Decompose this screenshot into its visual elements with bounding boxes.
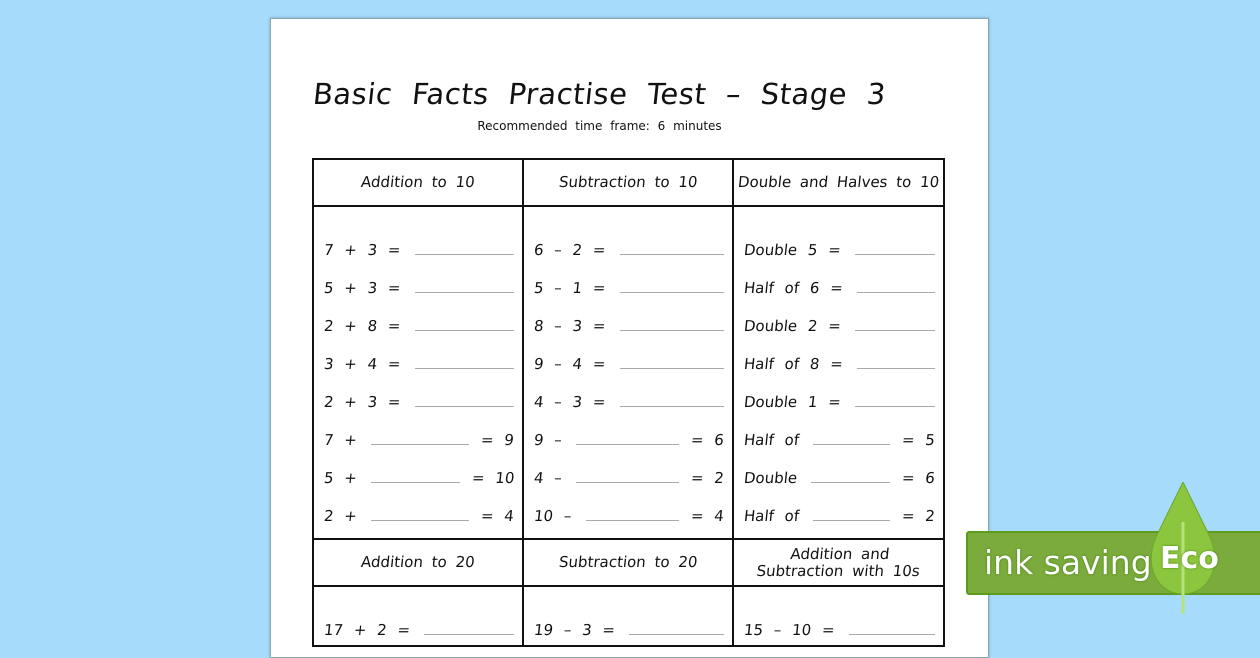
- question-row: [734, 487, 943, 525]
- question-row: [524, 487, 732, 525]
- section-heading: Subtraction to 20: [523, 539, 733, 586]
- question-row: [734, 373, 943, 411]
- question-row: [524, 373, 732, 411]
- question-result: = 4: [480, 507, 516, 525]
- answer-blank[interactable]: [620, 406, 725, 407]
- question-result: = 6: [690, 431, 726, 449]
- question-text: 8 – 3 =: [533, 317, 607, 335]
- question-row: [314, 487, 522, 525]
- question-text: 3 + 4 =: [323, 355, 402, 373]
- answer-blank[interactable]: [415, 406, 515, 407]
- answer-blank[interactable]: [855, 254, 935, 255]
- answer-blank[interactable]: [415, 254, 515, 255]
- answer-blank[interactable]: [857, 368, 935, 369]
- answer-blank[interactable]: [620, 330, 725, 331]
- question-text: 5 +: [323, 469, 358, 487]
- question-text: Double 2 =: [743, 317, 843, 335]
- answer-blank[interactable]: [629, 634, 724, 635]
- question-result: = 5: [901, 431, 936, 449]
- question-text: 4 –: [533, 469, 563, 487]
- answer-blank[interactable]: [620, 254, 725, 255]
- question-row: [524, 411, 732, 449]
- answer-blank[interactable]: [371, 520, 469, 521]
- question-row: [524, 297, 732, 335]
- question-row: [524, 259, 732, 297]
- question-row: [314, 297, 522, 335]
- section-body: [733, 206, 944, 539]
- question-text: 2 + 8 =: [323, 317, 402, 335]
- question-text: 2 + 3 =: [323, 393, 402, 411]
- question-row: [314, 259, 522, 297]
- question-text: 9 – 4 =: [533, 355, 607, 373]
- question-row: [524, 335, 732, 373]
- section-body: [523, 586, 733, 646]
- question-text: Half of 8 =: [743, 355, 845, 373]
- section-heading: Double and Halves to 10: [733, 159, 944, 206]
- question-row: [734, 449, 943, 487]
- question-text: Double 5 =: [743, 241, 843, 259]
- question-text: 19 – 3 =: [533, 621, 617, 639]
- question-row: [734, 601, 943, 639]
- section-body: [523, 206, 733, 539]
- question-text: Double 1 =: [743, 393, 843, 411]
- question-row: [524, 601, 732, 639]
- question-row: [524, 449, 732, 487]
- answer-blank[interactable]: [586, 520, 680, 521]
- question-text: 2 +: [323, 507, 358, 525]
- answer-blank[interactable]: [424, 634, 514, 635]
- question-result: = 10: [470, 469, 516, 487]
- question-row: [314, 335, 522, 373]
- question-result: = 2: [901, 507, 936, 525]
- answer-blank[interactable]: [855, 330, 935, 331]
- question-text: 9 –: [533, 431, 563, 449]
- question-row: [734, 411, 943, 449]
- question-text: Half of 6 =: [743, 279, 845, 297]
- section-heading: Addition and Subtraction with 10s: [733, 539, 944, 586]
- answer-blank[interactable]: [620, 368, 725, 369]
- badge-text: ink saving: [984, 543, 1152, 582]
- answer-blank[interactable]: [811, 482, 890, 483]
- time-frame: Recommended time frame: 6 minutes: [477, 119, 722, 133]
- question-row: [734, 221, 943, 259]
- eco-label: Eco: [1160, 541, 1219, 576]
- question-text: 15 – 10 =: [743, 621, 836, 639]
- question-text: 7 + 3 =: [323, 241, 402, 259]
- question-row: [314, 373, 522, 411]
- answer-blank[interactable]: [813, 520, 890, 521]
- section-body: [733, 586, 944, 646]
- question-text: 5 + 3 =: [323, 279, 402, 297]
- question-row: [734, 259, 943, 297]
- answer-blank[interactable]: [576, 444, 679, 445]
- question-result: = 9: [480, 431, 516, 449]
- answer-blank[interactable]: [371, 482, 460, 483]
- question-result: = 6: [901, 469, 936, 487]
- section-body: [313, 206, 523, 539]
- question-row: [314, 411, 522, 449]
- answer-blank[interactable]: [576, 482, 679, 483]
- question-text: Half of: [743, 431, 801, 449]
- question-text: 6 – 2 =: [533, 241, 607, 259]
- answer-blank[interactable]: [813, 444, 890, 445]
- question-row: [734, 297, 943, 335]
- section-heading: Addition to 20: [313, 539, 523, 586]
- question-text: Half of: [743, 507, 801, 525]
- question-text: 17 + 2 =: [323, 621, 412, 639]
- question-text: 10 –: [533, 507, 573, 525]
- question-result: = 4: [690, 507, 726, 525]
- answer-blank[interactable]: [855, 406, 935, 407]
- worksheet-page: [270, 18, 989, 658]
- question-text: 7 +: [323, 431, 358, 449]
- answer-blank[interactable]: [849, 634, 935, 635]
- question-row: [734, 335, 943, 373]
- answer-blank[interactable]: [620, 292, 725, 293]
- section-body: [313, 586, 523, 646]
- answer-blank[interactable]: [857, 292, 935, 293]
- question-row: [314, 601, 522, 639]
- facts-table: [312, 158, 945, 647]
- section-heading: Subtraction to 10: [523, 159, 733, 206]
- question-text: 5 – 1 =: [533, 279, 607, 297]
- answer-blank[interactable]: [371, 444, 469, 445]
- question-row: [314, 449, 522, 487]
- question-text: Double: [743, 469, 799, 487]
- question-result: = 2: [690, 469, 726, 487]
- page-title: Basic Facts Practise Test – Stage 3: [311, 77, 888, 111]
- answer-blank[interactable]: [415, 330, 515, 331]
- answer-blank[interactable]: [415, 368, 515, 369]
- answer-blank[interactable]: [415, 292, 515, 293]
- question-text: 4 – 3 =: [533, 393, 607, 411]
- question-row: [524, 221, 732, 259]
- section-heading: Addition to 10: [313, 159, 523, 206]
- question-row: [314, 221, 522, 259]
